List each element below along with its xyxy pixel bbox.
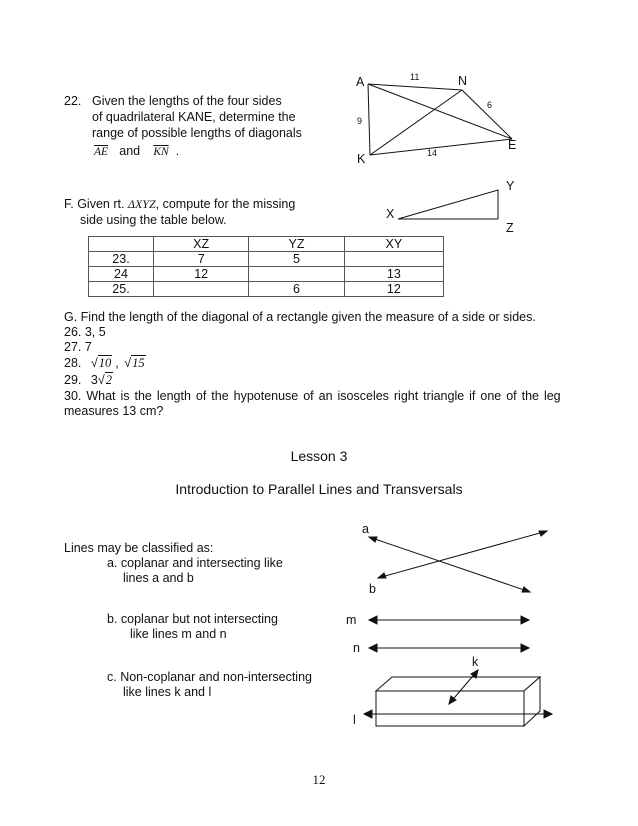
- side-ne-length: 6: [487, 100, 493, 110]
- item-30-line1: 30. What is the length of the hypotenuse of an isosceles right triangle if one of the leg: [64, 389, 561, 403]
- line-n-label: n: [353, 641, 360, 655]
- item-26: 26. 3, 5: [64, 325, 106, 339]
- diagonal-ae-line: [368, 84, 512, 139]
- lesson-title: Lesson 3: [290, 448, 348, 464]
- diagonal-kn-line: [370, 90, 462, 155]
- problem-22-number: 22.: [64, 94, 82, 108]
- table-header-row: [89, 237, 444, 252]
- section-f-line2: side using the table below.: [80, 213, 227, 227]
- table-header-cell: XY: [344, 237, 443, 252]
- vertex-z-label: Z: [506, 221, 514, 235]
- sqrt-15: √15: [124, 356, 145, 370]
- table-row: [89, 282, 444, 297]
- lesson-subtitle: Introduction to Parallel Lines and Transversals: [175, 481, 463, 497]
- item-28-label: 28.: [64, 356, 82, 370]
- line-k-label: k: [472, 655, 479, 669]
- problem-22-line2: of quadrilateral KANE, determine the: [92, 110, 296, 124]
- radicand-2: 2: [105, 373, 112, 387]
- box-front-face: [376, 691, 524, 726]
- item-29-label: 29.: [64, 373, 82, 387]
- line-a-arrow-start: [369, 537, 377, 542]
- line-b: [378, 531, 547, 578]
- table-header-cell: YZ: [249, 237, 344, 252]
- right-triangle-xyz: [398, 190, 498, 219]
- section-f-line1: [64, 197, 295, 212]
- class-a-line1: a. coplanar and intersecting like: [107, 556, 283, 570]
- table-header-cell: XZ: [154, 237, 249, 252]
- section-f-suffix: , compute for the missing: [155, 197, 296, 211]
- item-27: 27. 7: [64, 340, 92, 354]
- section-f-prefix: F. Given rt.: [64, 197, 125, 211]
- side-ke-length: 14: [427, 148, 438, 158]
- vertex-k-label: K: [357, 152, 366, 166]
- sqrt-10: √10: [90, 356, 112, 370]
- table-cell: 25.: [89, 282, 154, 297]
- table-cell: 23.: [89, 252, 154, 267]
- triangle-name: ΔXYZ: [127, 197, 156, 211]
- line-b-arrow-start: [378, 573, 386, 578]
- line-a-label: a: [362, 522, 369, 536]
- page-number: 12: [312, 772, 326, 787]
- vertex-y-label: Y: [506, 179, 515, 193]
- side-ke: [370, 139, 512, 155]
- line-b-arrow-end: [539, 531, 547, 536]
- line-a-arrow-end: [522, 587, 530, 592]
- box-skew-lines: [364, 670, 552, 726]
- quadrilateral-kane: [368, 84, 512, 155]
- vertex-n-label: N: [458, 74, 468, 88]
- table-cell: 6: [249, 282, 344, 297]
- triangle-sides-table: [88, 236, 444, 297]
- radicand-10: 10: [98, 356, 112, 370]
- parallel-lines: [369, 616, 529, 652]
- table-cell: 12: [154, 267, 249, 282]
- line-n-arrow-end: [521, 644, 529, 652]
- diagonal-kn: $\overline{KN}$: [153, 146, 169, 158]
- class-b-line1: b. coplanar but not intersecting: [107, 612, 278, 626]
- line-a: [369, 537, 530, 592]
- table-cell: 5: [249, 252, 344, 267]
- table-row: [89, 267, 444, 282]
- class-b-line2: like lines m and n: [130, 627, 227, 641]
- line-l-arrow-end: [544, 710, 552, 718]
- line-n-arrow-start: [369, 644, 377, 652]
- table-row: [89, 252, 444, 267]
- line-l-arrow-start: [364, 710, 372, 718]
- vertex-e-label: E: [508, 138, 517, 152]
- table-header-cell: [89, 237, 154, 252]
- intersecting-lines: [369, 531, 547, 592]
- lines-intro: Lines may be classified as:: [64, 541, 214, 555]
- table-cell: 12: [344, 282, 443, 297]
- line-m-arrow-end: [521, 616, 529, 624]
- side-ne: [462, 90, 512, 139]
- item-28-sep: ,: [115, 356, 119, 370]
- table-cell: 13: [344, 267, 443, 282]
- class-a-line2: lines a and b: [123, 571, 194, 585]
- item-29-coefficient: 3: [90, 373, 98, 387]
- side-an-length: 11: [410, 72, 420, 82]
- table-cell: [344, 252, 443, 267]
- vertex-a-label: A: [356, 75, 365, 89]
- box-top-face: [376, 677, 540, 691]
- line-l-label: l: [353, 713, 356, 727]
- line-b-label: b: [369, 582, 376, 596]
- triangle-xyz: [398, 190, 498, 219]
- item-29: [64, 373, 113, 388]
- table-cell: [249, 267, 344, 282]
- vertex-x-label: X: [386, 207, 395, 221]
- class-c-line1: c. Non-coplanar and non-intersecting: [107, 670, 312, 684]
- sqrt-2: √2: [97, 373, 112, 387]
- problem-22-line1: Given the lengths of the four sides: [92, 94, 282, 108]
- diagonal-ae: $\overline{AE}$: [94, 146, 109, 158]
- class-c-line2: like lines k and l: [123, 685, 212, 699]
- period: .: [175, 146, 180, 158]
- section-g-intro: G. Find the length of the diagonal of a rectangle given the measure of a side or sides.: [64, 310, 536, 324]
- line-m-label: m: [346, 613, 357, 627]
- table-cell: 7: [154, 252, 249, 267]
- table-cell: 24: [89, 267, 154, 282]
- side-ak: [368, 84, 370, 155]
- side-ak-length: 9: [357, 116, 363, 126]
- item-30-line2: measures 13 cm?: [64, 404, 164, 418]
- line-m-arrow-start: [369, 616, 377, 624]
- radicand-15: 15: [132, 356, 145, 370]
- item-28: [64, 356, 146, 371]
- problem-22-line3: range of possible lengths of diagonals: [92, 126, 302, 140]
- table-cell: [154, 282, 249, 297]
- and-word: and: [119, 144, 141, 158]
